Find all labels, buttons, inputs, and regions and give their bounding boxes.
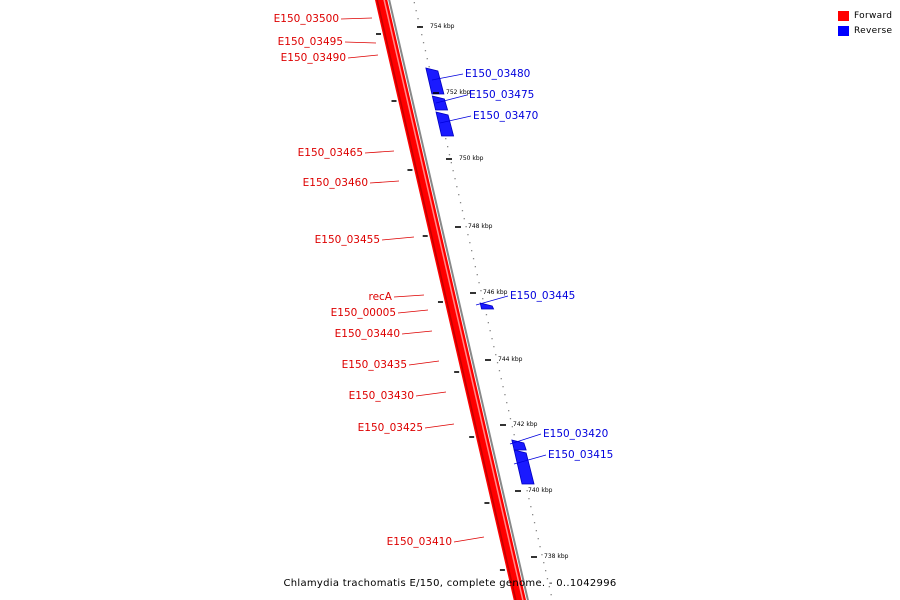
trail-dot [473, 258, 474, 259]
forward-gene-label: E150_03490 [280, 52, 346, 64]
trail-dot [475, 266, 476, 267]
trail-dot [495, 354, 496, 355]
forward-gene-leader [345, 42, 376, 43]
reverse-gene-label: E150_03445 [510, 290, 576, 302]
trail-dot [543, 562, 544, 563]
reverse-gene-block[interactable] [432, 96, 447, 110]
scale-tick-label: 746 kbp [483, 289, 508, 296]
trail-dot [504, 394, 505, 395]
trail-dot [416, 10, 417, 11]
trail-dot [453, 170, 454, 171]
trail-dot [445, 138, 446, 139]
trail-dot [506, 402, 507, 403]
legend-label-forward: Forward [854, 10, 893, 21]
trail-dot [466, 226, 467, 227]
forward-gene-leader [416, 392, 446, 396]
trail-dot [449, 154, 450, 155]
trail-dot [502, 386, 503, 387]
trail-dot [493, 346, 494, 347]
reverse-swatch [838, 26, 849, 36]
legend-label-reverse: Reverse [854, 25, 893, 36]
reverse-gene-block[interactable] [514, 450, 534, 484]
reverse-gene-block[interactable] [480, 303, 493, 309]
forward-gene-label: E150_03460 [302, 177, 368, 189]
reverse-gene-block[interactable] [426, 68, 444, 94]
trail-dot [417, 18, 418, 19]
forward-gene-leader [348, 55, 378, 58]
scale-tick-label: 742 kbp [513, 421, 538, 428]
trail-dot [427, 58, 428, 59]
forward-swatch [838, 11, 849, 21]
legend [838, 8, 898, 38]
forward-gene-label: E150_03495 [277, 36, 343, 48]
trail-dot [491, 338, 492, 339]
trail-dot [477, 274, 478, 275]
trail-dot [508, 410, 509, 411]
scale-tick-label: 748 kbp [468, 223, 493, 230]
reverse-gene-block[interactable] [436, 112, 454, 136]
trail-dot [423, 42, 424, 43]
trail-dot [425, 50, 426, 51]
forward-gene-leader [382, 237, 414, 240]
trail-dot [451, 162, 452, 163]
reverse-gene-leader [476, 296, 508, 305]
forward-gene-label: E150_03435 [341, 359, 407, 371]
trail-dot [454, 178, 455, 179]
trail-dot [460, 202, 461, 203]
trail-dot [538, 538, 539, 539]
forward-gene-label: recA [368, 291, 392, 303]
trail-dot [458, 194, 459, 195]
trail-dot [488, 322, 489, 323]
trail-dot [447, 146, 448, 147]
trail-dot [486, 314, 487, 315]
forward-gene-label: E150_03455 [314, 234, 380, 246]
scale-tick-label: 738 kbp [544, 553, 569, 560]
trail-dot [545, 570, 546, 571]
forward-gene-label: E150_03410 [386, 536, 452, 548]
trail-dot [471, 250, 472, 251]
trail-dot [490, 330, 491, 331]
trail-dot [534, 522, 535, 523]
legend-item-forward [838, 8, 898, 23]
forward-gene-label: E150_03425 [357, 422, 423, 434]
trail-dot [551, 594, 552, 595]
trail-dot [510, 418, 511, 419]
trail-dot [539, 546, 540, 547]
reverse-gene-label: E150_03475 [469, 89, 535, 101]
trail-dot [480, 290, 481, 291]
trail-dot [482, 298, 483, 299]
trail-dot [478, 282, 479, 283]
forward-gene-leader [365, 151, 394, 153]
forward-gene-leader [370, 181, 399, 183]
trail-dot [414, 2, 415, 3]
trail-dot [467, 234, 468, 235]
trail-dot [530, 506, 531, 507]
trail-dot [532, 514, 533, 515]
forward-gene-leader [425, 424, 454, 428]
forward-gene-leader [454, 537, 484, 542]
scale-tick-label: 750 kbp [459, 155, 484, 162]
reverse-gene-leader [510, 434, 541, 444]
trail-dot [456, 186, 457, 187]
legend-item-reverse [838, 23, 898, 38]
trail-dot [536, 530, 537, 531]
forward-gene-leader [409, 361, 439, 365]
forward-gene-label: E150_00005 [330, 307, 396, 319]
forward-gene-label: E150_03430 [348, 390, 414, 402]
reverse-gene-label: E150_03480 [465, 68, 531, 80]
trail-dot [514, 434, 515, 435]
trail-dot [541, 554, 542, 555]
trail-dot [528, 498, 529, 499]
scale-tick-label: 754 kbp [430, 23, 455, 30]
reverse-gene-label: E150_03470 [473, 110, 539, 122]
reverse-gene-label: E150_03420 [543, 428, 609, 440]
genome-caption: Chlamydia trachomatis E/150, complete genome. - 0..1042996 [283, 578, 617, 589]
trail-dot [429, 66, 430, 67]
forward-gene-label: E150_03440 [334, 328, 400, 340]
reverse-gene-labels [432, 68, 613, 464]
trail-dot [499, 370, 500, 371]
trail-dot [501, 378, 502, 379]
reverse-gene-label: E150_03415 [548, 449, 614, 461]
trail-dot [421, 34, 422, 35]
scale-tick-label: 740 kbp [528, 487, 553, 494]
forward-gene-leader [398, 310, 428, 313]
scale-tick-label: 744 kbp [498, 356, 523, 363]
forward-gene-leader [394, 295, 424, 297]
forward-gene-leader [341, 18, 372, 19]
scale-tick-label: 752 kbp [446, 89, 471, 96]
trail-dot [464, 218, 465, 219]
forward-gene-label: E150_03465 [297, 147, 363, 159]
forward-gene-label: E150_03500 [273, 13, 339, 25]
trail-dot [469, 242, 470, 243]
trail-dot [462, 210, 463, 211]
forward-gene-leader [402, 331, 432, 334]
